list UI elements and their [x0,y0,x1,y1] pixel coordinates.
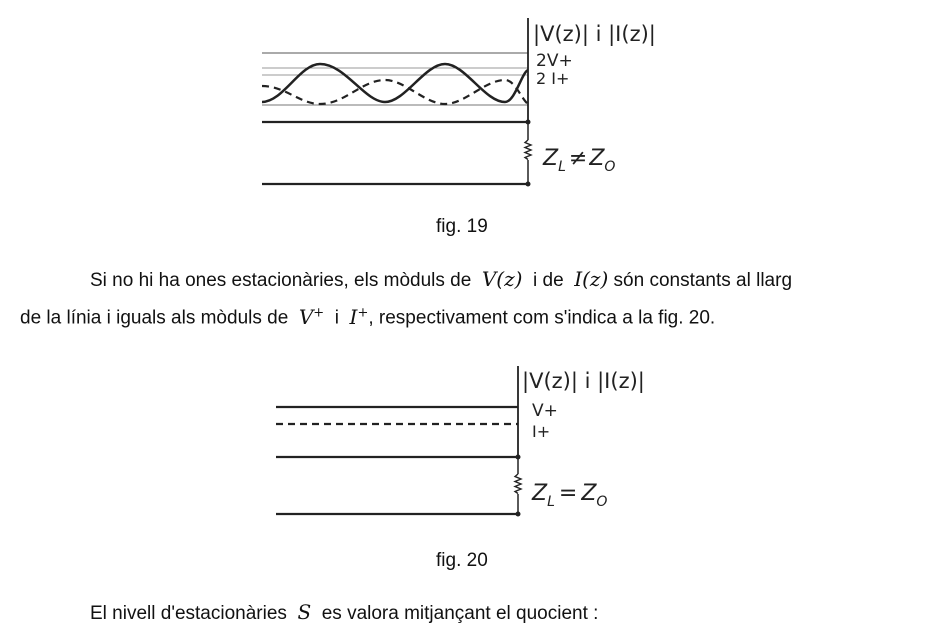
fig20-load-resistor [515,474,521,494]
fig20-terminal-dot-bottom [516,512,521,517]
paragraph-1-line-1: Si no hi ha ones estacionàries, els mòduls de V(z) i de I(z) són constants al llarg [90,267,793,291]
fig19-axis-label: |V(z)| i |I(z)| [533,22,656,46]
fig19-terminal-dot-bottom [526,182,531,187]
fig19-terminal-dot-top [526,120,531,125]
figure-20 [0,355,928,530]
math-v-of-z: V(z) [481,267,523,291]
math-i-plus: I+ [349,304,369,329]
fig19-voltage-wave [262,64,528,102]
fig19-label-2i: 2 I+ [536,69,570,88]
fig20-load-label: $Z_L = Z_O$ [532,481,608,510]
paragraph-2: El nivell d'estacionàries S es valora mitjançant el quocient : [90,600,599,624]
fig20-label-v: V+ [532,401,558,421]
fig20-axis-label: |V(z)| i |I(z)| [522,369,645,393]
paragraph-1-line-2: de la línia i iguals als mòduls de V+ i I+, respectivament com s'indica a la fig. 20. [20,304,716,329]
fig20-terminal-dot-top [516,455,521,460]
fig19-load-resistor [525,140,531,160]
fig19-caption: fig. 19 [436,216,488,237]
figure-19 [0,0,928,205]
math-i-of-z: I(z) [574,267,609,291]
fig20-caption: fig. 20 [436,550,488,571]
fig20-label-i: I+ [532,422,551,441]
math-v-plus: V+ [298,304,325,329]
fig19-label-2v: 2V+ [536,51,573,71]
math-s: S [297,600,312,624]
fig19-load-label: $Z_L \ne Z_O$ [543,146,616,175]
